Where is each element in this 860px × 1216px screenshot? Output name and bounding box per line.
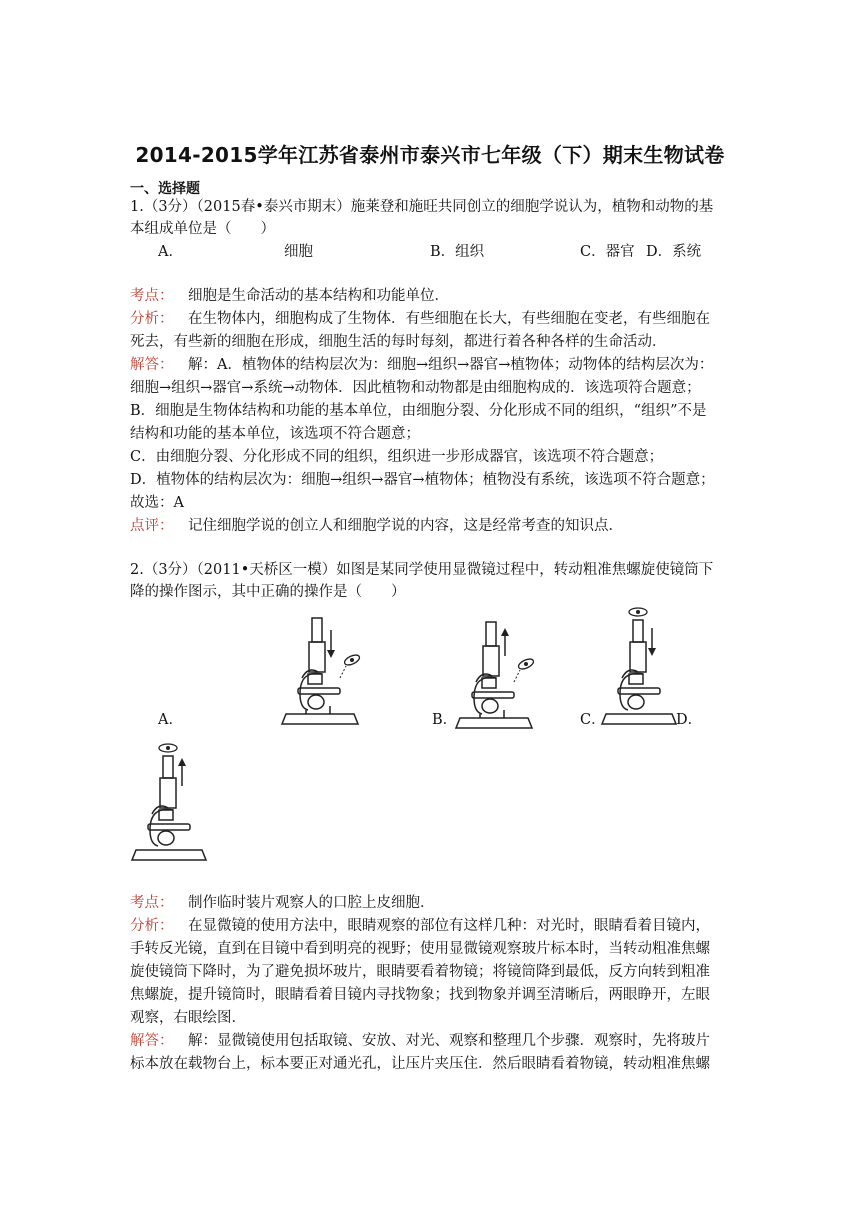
q2-option-c: C．	[580, 712, 606, 728]
kaodian-text: 制作临时装片观察人的口腔上皮细胞．	[188, 895, 435, 911]
q1-option-c: C．器官	[580, 244, 635, 260]
eye-icon	[159, 744, 177, 752]
page-title: 2014-2015学年江苏省泰州市泰兴市七年级（下）期末生物试卷	[135, 143, 725, 167]
kaodian-text: 细胞是生命活动的基本结构和功能单位．	[188, 288, 449, 304]
dianping-text: 记住细胞学说的创立人和细胞学说的内容，这是经常考查的知识点．	[188, 518, 623, 534]
q2-fenxi-line-5: 观察，右眼绘图．	[130, 1010, 246, 1026]
jieda-text: 解：A．植物体的结构层次为：细胞→组织→器官→植物体；动物体的结构层次为：	[188, 357, 714, 373]
q1-option-a-text: 细胞	[284, 244, 313, 260]
q1-dianping	[130, 516, 623, 536]
dianping-label: 点评：	[130, 518, 174, 534]
q1-jieda-line-1	[130, 355, 713, 375]
q2-jieda-line-1	[130, 1031, 710, 1051]
q1-jieda-line-6: D．植物体的结构层次为：细胞→组织→器官→植物体；植物没有系统，该选项不符合题意；	[130, 472, 715, 488]
fenxi-text: 在生物体内，细胞构成了生物体．有些细胞在长大，有些细胞在变老，有些细胞在	[188, 311, 710, 327]
jieda-label: 解答：	[130, 357, 174, 373]
q1-jieda-line-7: 故选：A	[130, 495, 184, 511]
q2-stem-line-1: 2.（3分）（2011•天桥区一模）如图是某同学使用显微镜过程中，转动粗准焦螺旋使镜筒下	[130, 562, 714, 578]
kaodian-label: 考点：	[130, 288, 174, 304]
fenxi-label: 分析：	[130, 311, 174, 327]
fenxi-label: 分析：	[130, 918, 174, 934]
q2-fenxi-line-3: 旋使镜筒下降时，为了避免损坏玻片，眼睛要看着物镜；将镜筒降到最低，反方向转到粗准	[130, 964, 710, 980]
section-heading: 一、选择题	[130, 181, 200, 197]
q2-stem-line-2: 降的操作图示，其中正确的操作是（ ）	[130, 584, 406, 600]
eye-icon	[340, 653, 361, 678]
q2-fenxi-line-4: 焦螺旋，提升镜筒时，眼睛看着目镜内寻找物象；找到物象并调至清晰后，两眼睁开，左眼	[130, 987, 710, 1003]
q2-kaodian	[130, 893, 435, 913]
microscope-a-image	[278, 612, 368, 727]
q2-option-d: D．	[676, 712, 703, 728]
kaodian-label: 考点：	[130, 895, 174, 911]
q1-jieda-line-4: 结构和功能的基本单位，该选项不符合题意；	[130, 426, 420, 442]
jieda-text: 解：显微镜使用包括取镜、安放、对光、观察和整理几个步骤．观察时，先将玻片	[188, 1033, 710, 1049]
q1-option-a-letter: A．	[158, 244, 183, 260]
q2-option-a: A．	[158, 712, 183, 728]
q1-stem-line-2: 本组成单位是（ ）	[130, 221, 275, 237]
q1-jieda-line-3: B．细胞是生物体结构和功能的基本单位，由细胞分裂、分化形成不同的组织，“组织”不是	[130, 403, 707, 419]
microscope-b-image	[452, 616, 542, 731]
eye-icon	[629, 608, 647, 616]
jieda-label: 解答：	[130, 1033, 174, 1049]
q1-option-b: B．组织	[430, 244, 485, 260]
q1-stem-line-1: 1.（3分）（2015春•泰兴市期末）施莱登和施旺共同创立的细胞学说认为，植物和动物的基	[130, 199, 714, 215]
q2-fenxi-line-2: 手转反光镜，直到在目镜中看到明亮的视野；使用显微镜观察玻片标本时，当转动粗准焦螺	[130, 941, 710, 957]
microscope-c-image	[600, 604, 680, 729]
q2-option-b: B．	[432, 712, 458, 728]
q1-kaodian	[130, 286, 449, 306]
q1-jieda-line-5: C．由细胞分裂、分化形成不同的组织，组织进一步形成器官，该选项不符合题意；	[130, 449, 664, 465]
q2-jieda-line-2: 标本放在载物台上，标本要正对通光孔，让压片夹压住．然后眼睛看着物镜，转动粗准焦螺	[130, 1056, 710, 1072]
fenxi-text: 在显微镜的使用方法中，眼睛观察的部位有这样几种：对光时，眼睛看着目镜内，	[188, 918, 710, 934]
q2-fenxi-line-1	[130, 916, 710, 936]
q1-fenxi-line-2: 死去，有些新的细胞在形成，细胞生活的每时每刻，都进行着各种各样的生命活动．	[130, 334, 667, 350]
q1-fenxi-line-1	[130, 309, 710, 329]
q1-option-d: D．系统	[646, 244, 702, 260]
q1-jieda-line-2: 细胞→组织→器官→系统→动物体．因此植物和动物都是由细胞构成的．该选项符合题意；	[130, 380, 701, 396]
eye-icon	[514, 657, 535, 682]
microscope-d-image	[130, 740, 210, 865]
